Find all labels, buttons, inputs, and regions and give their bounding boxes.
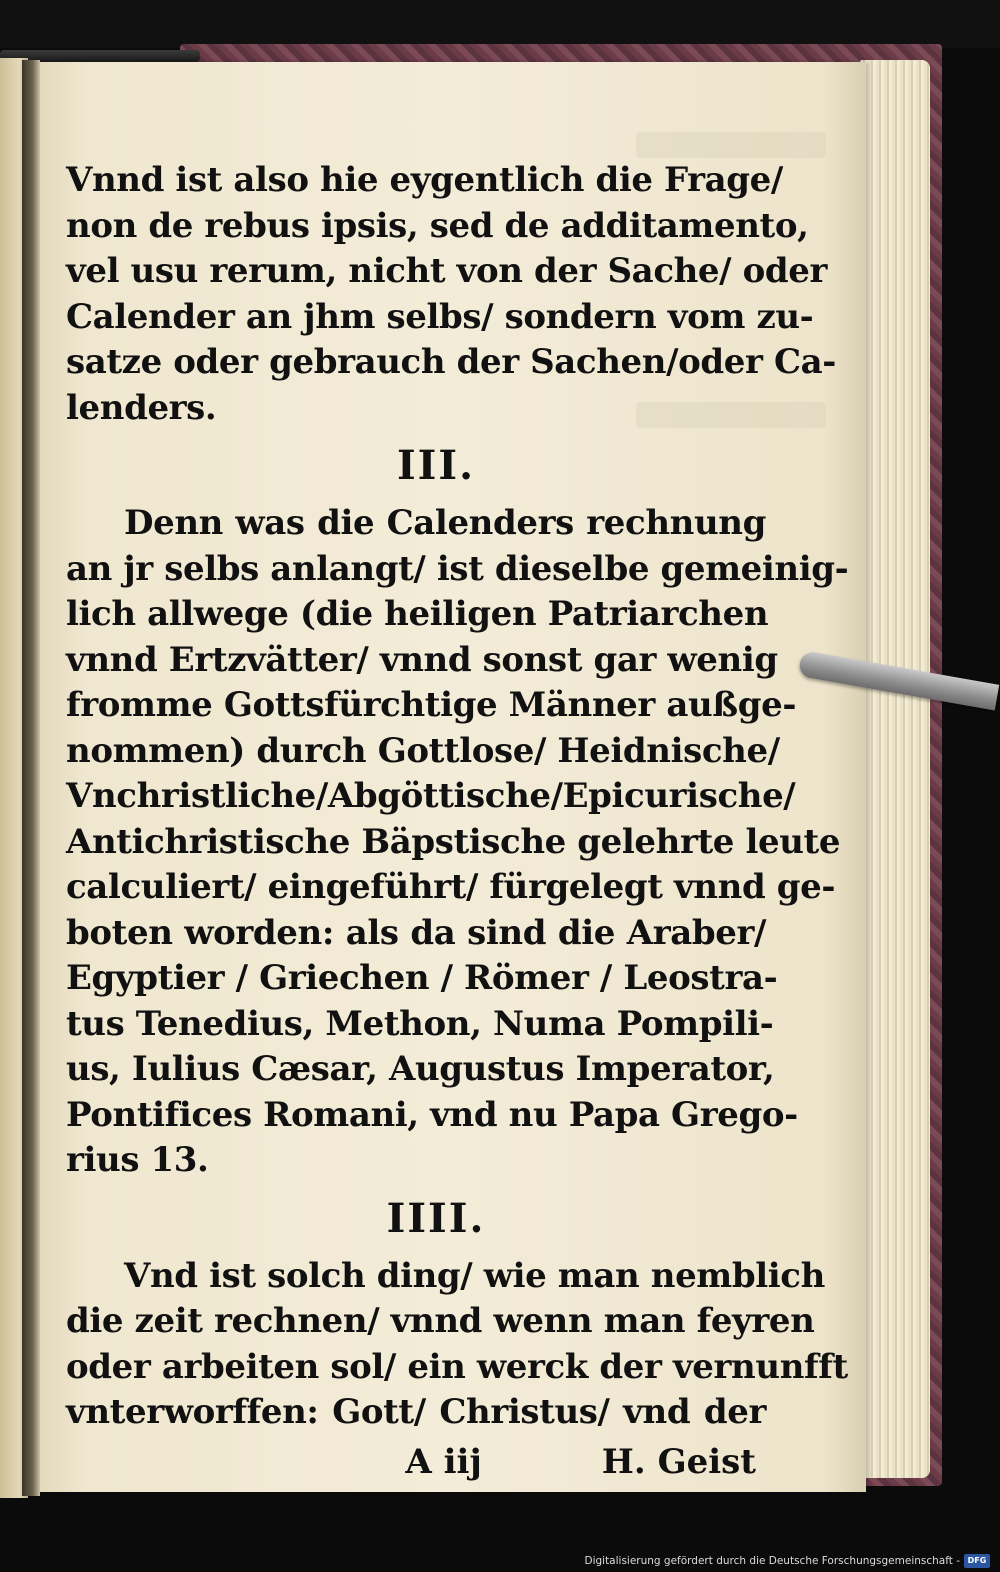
show-through: [636, 132, 826, 158]
page-text: [66, 158, 849, 1485]
text-line: us, Iulius Cæsar, Augustus Imperator,: [66, 1049, 775, 1089]
text-line: vel usu rerum, nicht von der Sache/ oder: [66, 251, 828, 291]
text-line: Denn was die Calenders rechnung: [124, 503, 766, 543]
text-line: Vnnd ist also hie eygentlich die Frage/: [66, 160, 783, 200]
signature-mark: A iij: [405, 1441, 482, 1482]
text-line: lenders.: [66, 387, 217, 428]
text-line: nommen) durch Gottlose/ Heidnische/: [66, 730, 780, 771]
scan-top-border: [0, 0, 1000, 48]
paragraph-3: [66, 1254, 848, 1436]
text-line: vnterworffen: Gott/ Christus/ vnd der: [66, 1392, 766, 1432]
text-line: Antichristische Bäpstische gelehrte leute: [66, 821, 841, 862]
book-page: [36, 62, 866, 1492]
text-line: vnnd Ertzvätter/ vnnd sonst gar wenig: [66, 639, 778, 680]
text-line: oder arbeiten sol/ ein werck der vernunfft: [66, 1346, 848, 1387]
section-heading-3: III.: [396, 442, 476, 489]
page-footer-line: [66, 1440, 766, 1485]
text-line: Calender an jhm selbs/ sondern vom zu-: [66, 296, 814, 337]
text-line: Egyptier / Griechen / Römer / Leostra-: [66, 958, 778, 998]
scan-bottom-border: [0, 1502, 1000, 1572]
text-line: tus Tenedius, Methon, Numa Pompili-: [66, 1003, 774, 1044]
section-heading-4: IIII.: [386, 1194, 486, 1242]
text-line: Pontifices Romani, vnd nu Papa Grego-: [66, 1094, 798, 1135]
text-line: an jr selbs anlangt/ ist dieselbe gemeinig-: [66, 548, 849, 589]
text-line: Vnchristliche/Abgöttische/Epicurische/: [66, 776, 796, 816]
text-line: non de rebus ipsis, sed de additamento,: [66, 205, 809, 246]
text-line: satze oder gebrauch der Sachen/oder Ca-: [66, 342, 836, 382]
book-gutter: [22, 60, 40, 1496]
text-line: fromme Gottsfürchtige Männer außge-: [66, 685, 797, 725]
paragraph-2: [66, 501, 849, 1184]
text-line: calculiert/ eingeführt/ fürgelegt vnnd ge-: [66, 867, 836, 907]
catchword: H. Geist: [601, 1441, 756, 1482]
paragraph-1: [66, 158, 836, 431]
text-line: Vnd ist solch ding/ wie man nemblich: [124, 1255, 825, 1296]
page-edges: [860, 60, 930, 1478]
text-line: rius 13.: [66, 1140, 209, 1180]
text-line: die zeit rechnen/ vnnd wenn man feyren: [66, 1301, 815, 1341]
text-line: lich allwege (die heiligen Patriarchen: [66, 594, 769, 634]
funding-credit: Digitalisierung gefördert durch die Deutsche Forschungsgemeinschaft -: [584, 1555, 960, 1567]
text-line: boten worden: als da sind die Araber/: [66, 912, 766, 953]
dfg-logo: DFG: [964, 1554, 990, 1568]
